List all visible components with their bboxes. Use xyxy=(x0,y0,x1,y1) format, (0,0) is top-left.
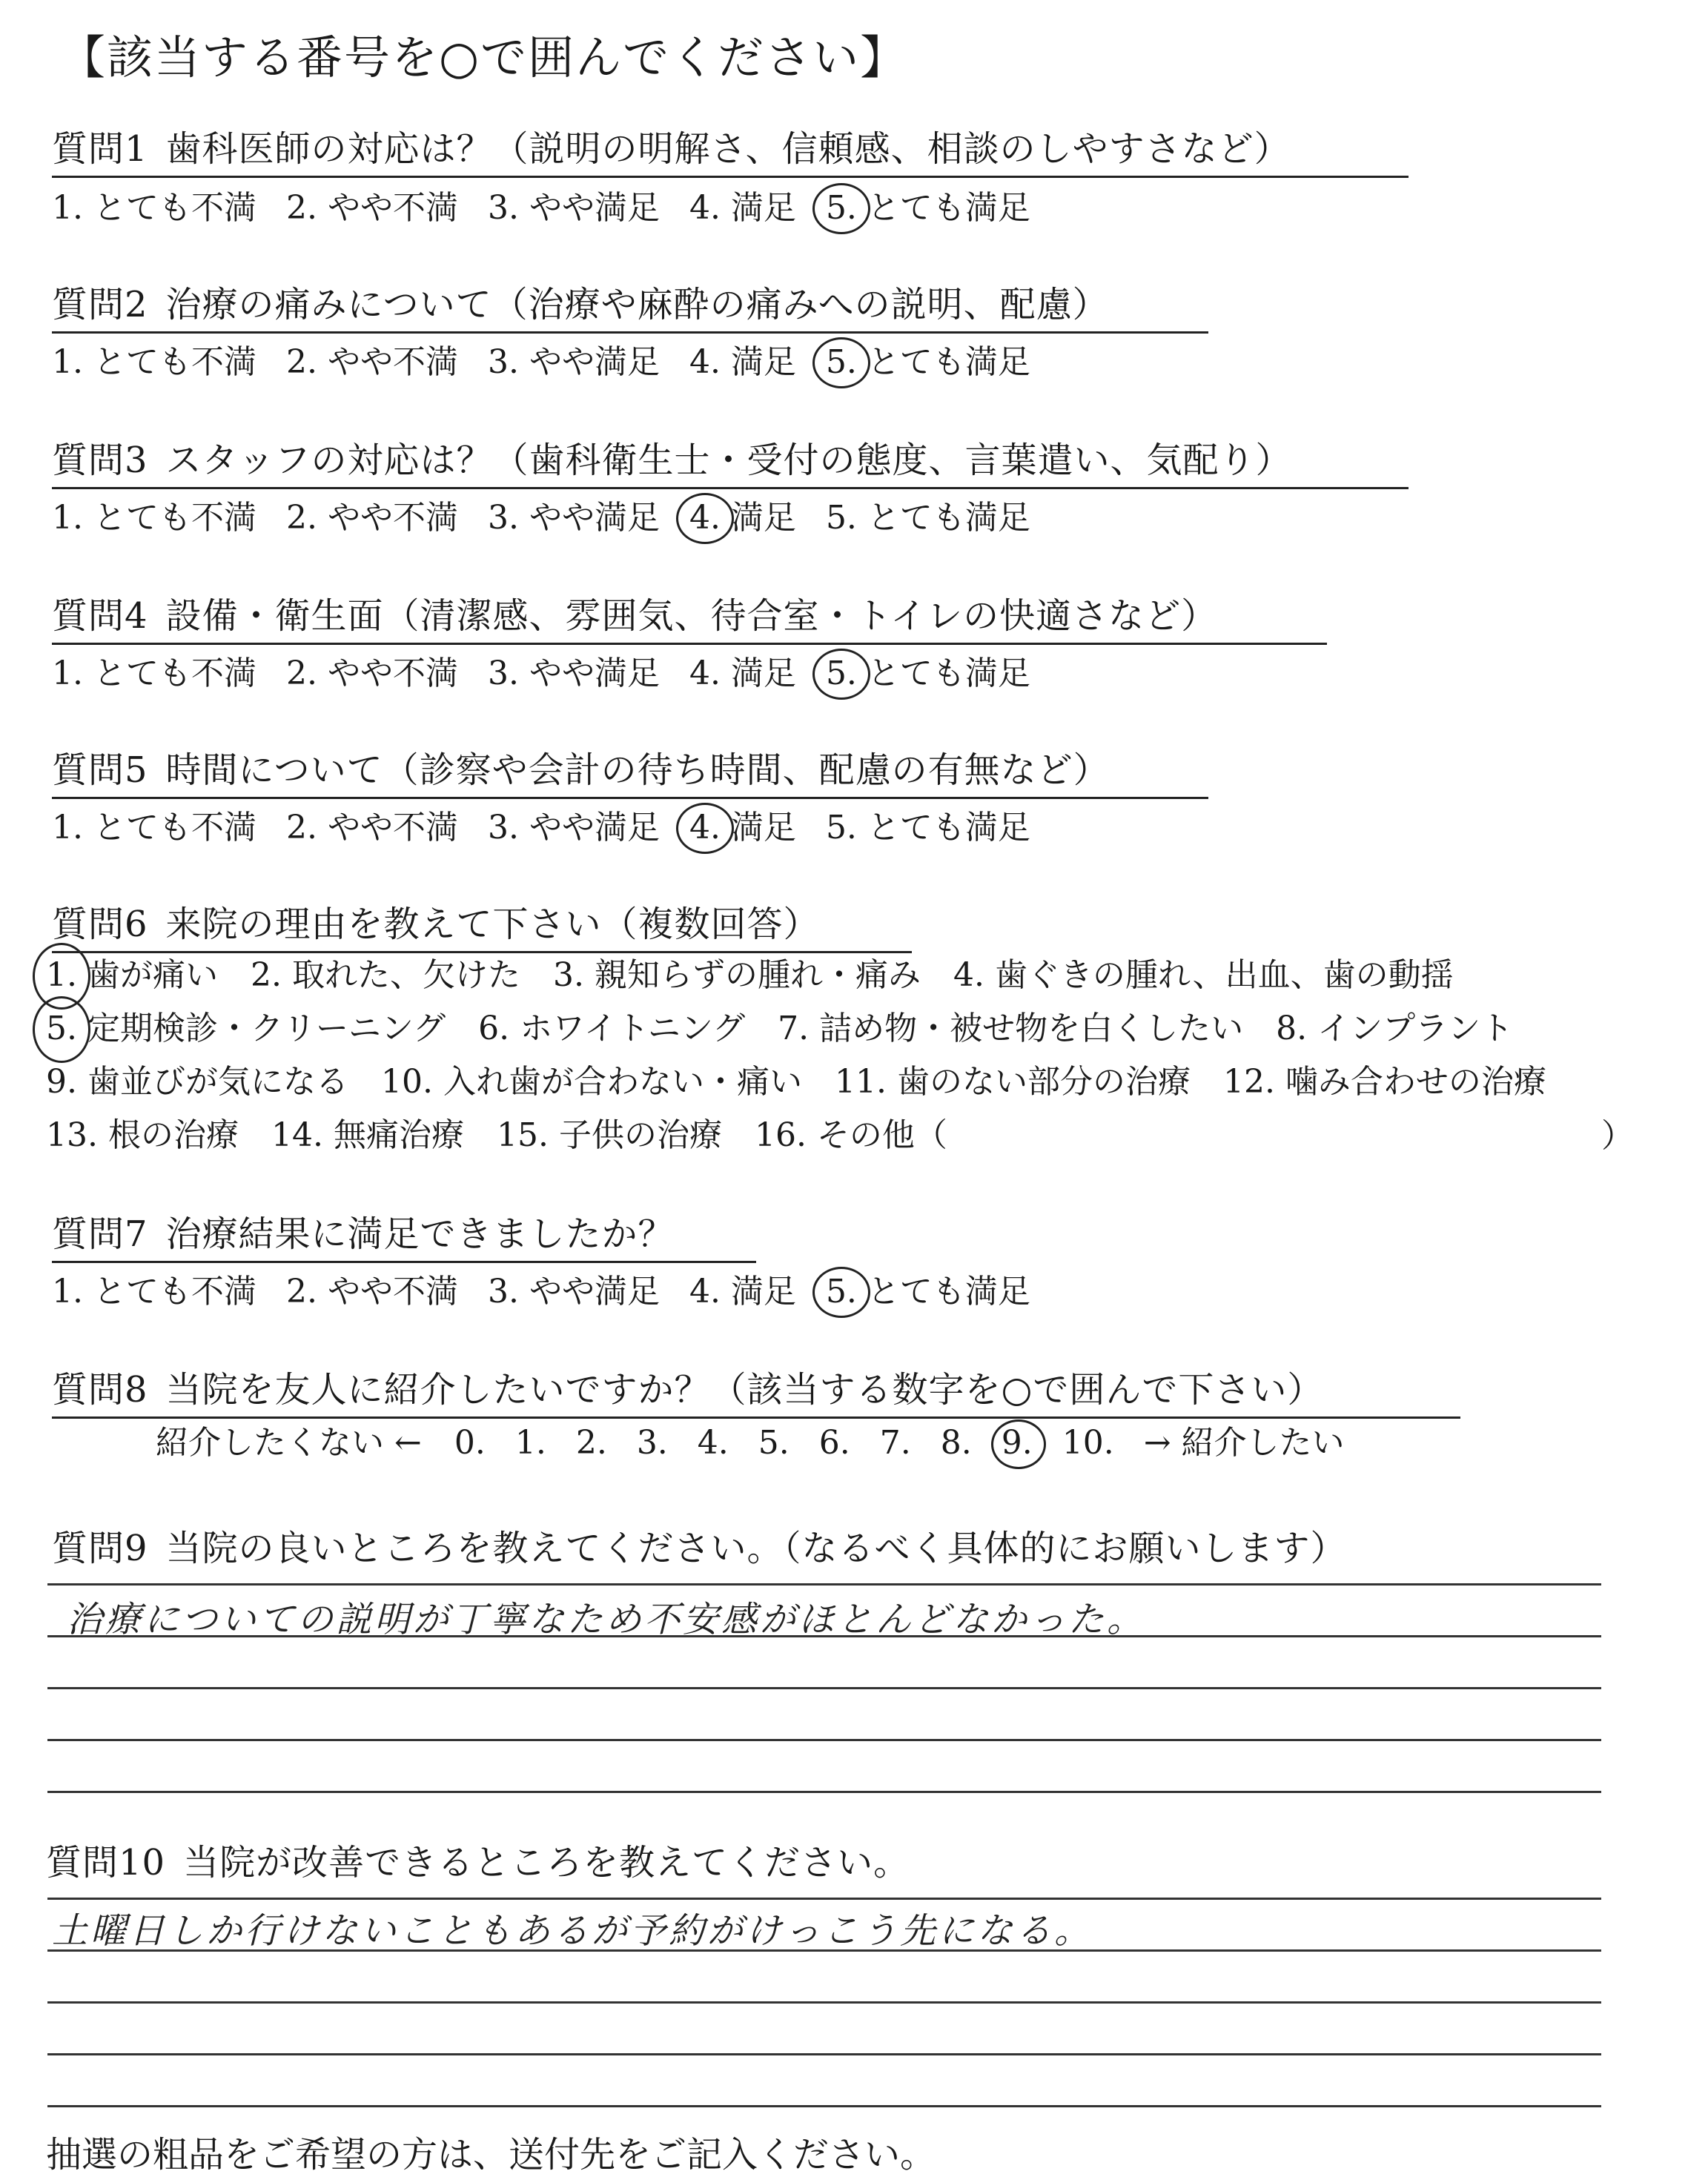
option-number: 1. xyxy=(52,809,83,846)
option-number: 3. xyxy=(487,655,519,692)
option-label: やや不満 xyxy=(327,343,458,381)
rating-option-3[interactable] xyxy=(488,646,660,694)
option-label: 歯ぐきの腫れ、出血、歯の動揺 xyxy=(994,956,1454,994)
option-number: 1. xyxy=(46,949,77,1002)
option-label: やや不満 xyxy=(327,499,458,537)
option-label: 定期検診・クリーニング xyxy=(87,1010,446,1047)
option-number: 9. xyxy=(46,1063,77,1101)
reason-row xyxy=(46,949,1579,1002)
option-label: 満足 xyxy=(730,655,796,692)
option-label: とても不満 xyxy=(93,1273,256,1310)
question-6 xyxy=(52,895,912,953)
rating-option-3[interactable] xyxy=(488,181,660,228)
question-text: 治療の痛みについて（治療や麻酔の痛みへの説明、配慮） xyxy=(165,284,1109,325)
option-number: 4. xyxy=(953,956,984,994)
option-number: 6. xyxy=(478,1010,510,1047)
scale-option-8[interactable]: 8. xyxy=(940,1424,972,1462)
question-number: 質問2 xyxy=(52,284,148,325)
option-number: 5. xyxy=(825,1273,857,1310)
option-number: 5. xyxy=(825,189,857,227)
option-number: 16. xyxy=(754,1116,807,1154)
option-label: 満足 xyxy=(730,499,796,537)
option-label: 入れ歯が合わない・痛い xyxy=(443,1063,802,1101)
option-label: 歯が痛い xyxy=(87,956,218,994)
scale-option-1[interactable]: 1. xyxy=(514,1424,546,1462)
option-number: 13. xyxy=(46,1116,98,1154)
option-number: 4. xyxy=(689,499,721,537)
reason-option-9[interactable] xyxy=(46,1056,348,1109)
question-3 xyxy=(52,431,1409,489)
option-number: 5. xyxy=(825,655,857,692)
handwritten-answer-q9[interactable]: 治療についての説明が丁寧なため不安感がほとんどなかった。 xyxy=(67,1599,1146,1640)
question-number: 質問10 xyxy=(46,1842,166,1883)
reason-option-15[interactable] xyxy=(497,1109,722,1162)
option-label: その他（ xyxy=(816,1116,947,1154)
scale-option-5[interactable]: 5. xyxy=(758,1424,790,1462)
option-label: やや満足 xyxy=(529,343,660,381)
rating-option-3[interactable] xyxy=(488,491,660,538)
option-label: とても不満 xyxy=(93,499,256,537)
option-number: 4. xyxy=(689,1273,721,1310)
reason-option-3[interactable] xyxy=(553,949,921,1002)
question-number: 質問3 xyxy=(52,440,148,481)
answer-line xyxy=(47,1791,1601,1793)
question-number: 質問1 xyxy=(52,128,148,170)
option-label: インプラント xyxy=(1317,1010,1514,1047)
option-number: 5. xyxy=(46,1002,77,1056)
scale-option-6[interactable]: 6. xyxy=(818,1424,850,1462)
option-label: とても不満 xyxy=(93,655,256,692)
rating-option-1[interactable] xyxy=(52,181,256,228)
rating-option-1[interactable] xyxy=(52,1265,256,1312)
rating-option-5[interactable] xyxy=(826,646,1030,694)
handwritten-answer-q10[interactable]: 土曜日しか行けないこともあるが予約がけっこう先になる。 xyxy=(52,1910,1093,1952)
rating-option-4[interactable] xyxy=(689,801,796,848)
rating-options-q4 xyxy=(52,646,1060,694)
reason-option-16[interactable] xyxy=(755,1109,947,1162)
rating-options-q7 xyxy=(52,1265,1060,1312)
question-10 xyxy=(46,1834,910,1889)
rating-option-4[interactable] xyxy=(689,181,796,228)
option-number: 2. xyxy=(285,809,317,846)
option-label: 満足 xyxy=(730,1273,796,1310)
rating-option-2[interactable] xyxy=(286,335,458,382)
option-number: 3. xyxy=(487,499,519,537)
question-2 xyxy=(52,276,1208,334)
option-number: 2. xyxy=(285,655,317,692)
option-number: 1. xyxy=(52,1273,83,1310)
reason-row xyxy=(46,1002,1579,1056)
rating-options-q5 xyxy=(52,801,1060,848)
question-text: 来院の理由を教えて下さい（複数回答） xyxy=(165,904,820,945)
reason-option-11[interactable] xyxy=(835,1056,1191,1109)
option-number: 4. xyxy=(689,655,721,692)
reason-options xyxy=(46,949,1579,1162)
rating-option-4[interactable] xyxy=(689,335,796,382)
question-text: 時間について（診察や会計の待ち時間、配慮の有無など） xyxy=(165,749,1110,791)
reason-option-7[interactable] xyxy=(778,1002,1243,1056)
option-number: 4. xyxy=(689,809,721,846)
recommend-scale xyxy=(156,1416,1363,1463)
option-label: とても不満 xyxy=(93,809,256,846)
rating-option-4[interactable] xyxy=(689,1265,796,1312)
rating-option-4[interactable] xyxy=(689,491,796,538)
reason-row xyxy=(46,1056,1579,1109)
option-number: 2. xyxy=(285,343,317,381)
option-label: やや満足 xyxy=(529,1273,660,1310)
answer-line xyxy=(47,2053,1601,2055)
rating-options-q1 xyxy=(52,181,1060,228)
reason-option-13[interactable] xyxy=(46,1109,239,1162)
question-8 xyxy=(52,1361,1460,1419)
option-number: 15. xyxy=(496,1116,549,1154)
rating-option-4[interactable] xyxy=(689,646,796,694)
option-label: 親知らずの腫れ・痛み xyxy=(594,956,921,994)
option-label: やや満足 xyxy=(529,655,660,692)
option-number: 7. xyxy=(778,1010,810,1047)
rating-option-1[interactable] xyxy=(52,335,256,382)
option-label: とても不満 xyxy=(93,189,256,227)
reason-option-6[interactable] xyxy=(478,1002,745,1056)
option-label: とても満足 xyxy=(867,809,1030,846)
question-4 xyxy=(52,587,1327,645)
rating-option-1[interactable] xyxy=(52,646,256,694)
option-label: 根の治療 xyxy=(107,1116,239,1154)
option-label: 取れた、欠けた xyxy=(291,956,520,994)
option-number: 1. xyxy=(52,189,83,227)
question-number: 質問7 xyxy=(52,1213,148,1255)
reason-option-5[interactable] xyxy=(46,1002,446,1056)
option-number: 1. xyxy=(52,655,83,692)
option-label: とても満足 xyxy=(867,343,1030,381)
option-number: 3. xyxy=(552,956,584,994)
scale-option-2[interactable]: 2. xyxy=(575,1424,607,1462)
option-label: とても満足 xyxy=(867,655,1030,692)
option-label: 無痛治療 xyxy=(333,1116,464,1154)
answer-line xyxy=(47,1635,1601,1637)
option-label: 満足 xyxy=(730,189,796,227)
option-number: 2. xyxy=(250,956,282,994)
scale-option-10[interactable]: 10. xyxy=(1062,1424,1114,1462)
option-label: やや満足 xyxy=(529,189,660,227)
answer-line xyxy=(47,1949,1601,1952)
question-5 xyxy=(52,741,1208,799)
rating-option-3[interactable] xyxy=(488,801,660,848)
question-number: 質問5 xyxy=(52,749,148,791)
rating-option-2[interactable] xyxy=(286,491,458,538)
option-label: やや不満 xyxy=(327,1273,458,1310)
option-label: 詰め物・被せ物を白くしたい xyxy=(819,1010,1244,1047)
reason-option-12[interactable] xyxy=(1223,1056,1546,1109)
scale-right-label: → 紹介したい xyxy=(1143,1424,1345,1462)
rating-option-1[interactable] xyxy=(52,491,256,538)
reason-option-8[interactable] xyxy=(1276,1002,1513,1056)
option-label: とても満足 xyxy=(867,1273,1030,1310)
rating-option-2[interactable] xyxy=(286,801,458,848)
answer-line xyxy=(47,1687,1601,1689)
question-1 xyxy=(52,120,1409,178)
option-label: やや満足 xyxy=(529,809,660,846)
option-label: 子供の治療 xyxy=(558,1116,722,1154)
question-number: 質問4 xyxy=(52,595,148,637)
scale-option-7[interactable]: 7. xyxy=(879,1424,911,1462)
rating-options-q2 xyxy=(52,335,1060,382)
option-number: 11. xyxy=(834,1063,887,1101)
question-text: 当院が改善できるところを教えてください。 xyxy=(183,1842,910,1883)
option-number: 5. xyxy=(825,499,857,537)
option-number: 2. xyxy=(285,499,317,537)
reason-option-1[interactable] xyxy=(46,949,218,1002)
answer-line xyxy=(47,2001,1601,2004)
option-label: とても不満 xyxy=(93,343,256,381)
reason-option-2[interactable] xyxy=(251,949,520,1002)
option-number: 10. xyxy=(380,1063,433,1101)
option-label: やや満足 xyxy=(529,499,660,537)
rating-option-5[interactable] xyxy=(826,335,1030,382)
rating-option-5[interactable] xyxy=(826,491,1030,538)
option-label: 満足 xyxy=(730,343,796,381)
question-text: 当院の良いところを教えてください。（なるべく具体的にお願いします） xyxy=(165,1528,1347,1569)
option-label: 噛み合わせの治療 xyxy=(1285,1063,1546,1101)
footer-note: 抽選の粗品をご希望の方は、送付先をご記入ください。 xyxy=(46,2134,936,2176)
option-number: 3. xyxy=(487,1273,519,1310)
option-label: やや不満 xyxy=(327,809,458,846)
option-number: 1. xyxy=(52,343,83,381)
option-label: やや不満 xyxy=(327,189,458,227)
option-label: とても満足 xyxy=(867,499,1030,537)
option-label: とても満足 xyxy=(867,189,1030,227)
reason-option-14[interactable] xyxy=(271,1109,464,1162)
option-label: ホワイトニング xyxy=(520,1010,746,1047)
rating-option-3[interactable] xyxy=(488,1265,660,1312)
question-text: 歯科医師の対応は？（説明の明解さ、信頼感、相談のしやすさなど） xyxy=(165,128,1291,170)
scale-left-label: 紹介したくない ← xyxy=(156,1424,422,1462)
answer-line xyxy=(47,1739,1601,1741)
answer-line xyxy=(47,2105,1601,2107)
rating-option-3[interactable] xyxy=(488,335,660,382)
question-text: 治療結果に満足できましたか？ xyxy=(165,1213,675,1255)
option-number: 14. xyxy=(271,1116,323,1154)
rating-option-5[interactable] xyxy=(826,181,1030,228)
option-number: 5. xyxy=(825,343,857,381)
option-number: 3. xyxy=(487,189,519,227)
answer-line xyxy=(47,1898,1601,1900)
question-text: 当院を友人に紹介したいですか？（該当する数字を○で囲んで下さい） xyxy=(165,1369,1324,1411)
rating-option-1[interactable] xyxy=(52,801,256,848)
reason-option-10[interactable] xyxy=(381,1056,802,1109)
page-title: 【該当する番号を○で囲んでください】 xyxy=(59,30,908,85)
question-number: 質問6 xyxy=(52,904,148,945)
option-number: 1. xyxy=(52,499,83,537)
other-paren-close: ） xyxy=(1601,1117,1634,1155)
option-label: 歯並びが気になる xyxy=(87,1063,348,1101)
scale-option-9[interactable]: 9. xyxy=(1001,1424,1033,1462)
rating-options-q3 xyxy=(52,491,1060,538)
question-number: 質問8 xyxy=(52,1369,148,1411)
option-number: 12. xyxy=(1222,1063,1275,1101)
option-number: 5. xyxy=(825,809,857,846)
option-number: 2. xyxy=(285,189,317,227)
option-number: 3. xyxy=(487,343,519,381)
question-7 xyxy=(52,1205,756,1263)
answer-line xyxy=(47,1583,1601,1585)
option-number: 4. xyxy=(689,343,721,381)
option-number: 4. xyxy=(689,189,721,227)
rating-option-5[interactable] xyxy=(826,1265,1030,1312)
option-number: 8. xyxy=(1276,1010,1308,1047)
question-9 xyxy=(52,1520,1347,1575)
option-label: 満足 xyxy=(730,809,796,846)
scale-option-4[interactable]: 4. xyxy=(697,1424,729,1462)
question-text: スタッフの対応は？（歯科衛生士・受付の態度、言葉遣い、気配り） xyxy=(165,440,1292,481)
rating-option-2[interactable] xyxy=(286,1265,458,1312)
option-number: 2. xyxy=(285,1273,317,1310)
option-number: 3. xyxy=(487,809,519,846)
scale-option-0[interactable]: 0. xyxy=(454,1424,486,1462)
rating-option-2[interactable] xyxy=(286,181,458,228)
option-label: 歯のない部分の治療 xyxy=(896,1063,1191,1101)
rating-option-5[interactable] xyxy=(826,801,1030,848)
option-label: やや不満 xyxy=(327,655,458,692)
question-number: 質問9 xyxy=(52,1528,148,1569)
reason-row xyxy=(46,1109,1579,1162)
rating-option-2[interactable] xyxy=(286,646,458,694)
question-text: 設備・衛生面（清潔感、雰囲気、待合室・トイレの快適さなど） xyxy=(165,595,1218,637)
scale-option-3[interactable]: 3. xyxy=(636,1424,668,1462)
reason-option-4[interactable] xyxy=(953,949,1454,1002)
